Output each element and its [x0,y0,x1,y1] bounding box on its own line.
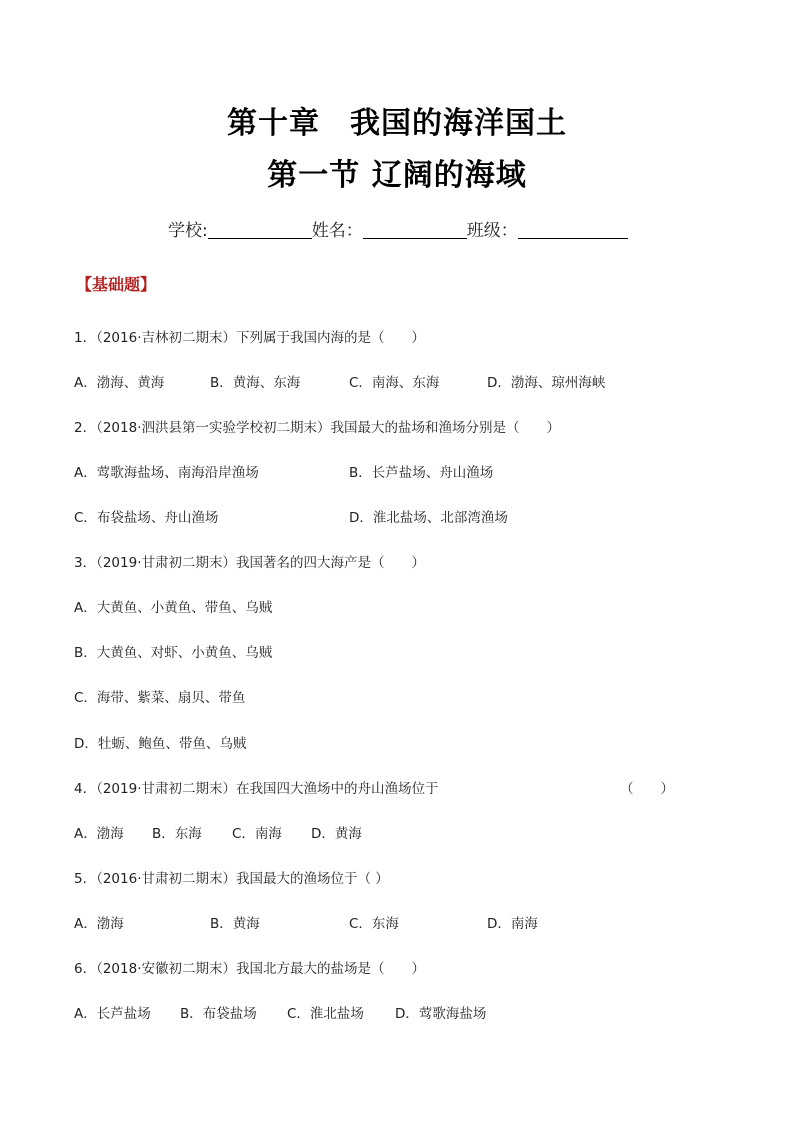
question-4-option-d: D．黄海 [311,826,362,842]
name-label: 姓名： [311,221,363,241]
question-6-stem: 6．（2018·安徽初二期末）我国北方最大的盐场是（ ） [74,961,425,977]
question-5-option-a: A．渤海 [74,916,124,932]
class-blank[interactable] [518,220,628,239]
question-1-option-c: C．南海、东海 [349,375,440,391]
question-4-option-a: A．渤海 [74,826,124,842]
section-heading-basic: 【基础题】 [76,275,157,294]
question-1-option-b: B．黄海、东海 [210,375,301,391]
question-2-option-a: A．莺歌海盐场、南海沿岸渔场 [74,465,259,481]
question-5-option-c: C．东海 [349,916,399,932]
question-1-stem: 1．（2016·吉林初二期末）下列属于我国内海的是（ ） [74,330,425,346]
question-6-option-c: C．淮北盐场 [287,1006,364,1022]
question-5-option-b: B．黄海 [210,916,260,932]
class-label: 班级： [466,221,518,241]
school-blank[interactable] [208,220,312,239]
question-3-option-d: D．牡蛎、鲍鱼、带鱼、乌贼 [74,736,247,752]
chapter-name: 我国的海洋国土 [350,106,567,141]
question-4-option-b: B．东海 [152,826,202,842]
name-blank[interactable] [363,220,467,239]
question-6-option-a: A．长芦盐场 [74,1006,151,1022]
question-3-option-c: C．海带、紫菜、扇贝、带鱼 [74,690,246,706]
question-2-option-d: D．淮北盐场、北部湾渔场 [349,510,508,526]
question-5-option-d: D．南海 [487,916,538,932]
question-5-stem: 5．（2016·甘肃初二期末）我国最大的渔场位于（ ） [74,871,389,887]
question-2-option-c: C．布袋盐场、舟山渔场 [74,510,219,526]
question-4-answer-paren: （ ） [620,781,674,797]
question-2-stem: 2．（2018·泗洪县第一实验学校初二期末）我国最大的盐场和渔场分别是（ ） [74,420,560,436]
student-info-row [168,216,628,241]
question-1-option-a: A．渤海、黄海 [74,375,165,391]
question-3-option-a: A．大黄鱼、小黄鱼、带鱼、乌贼 [74,600,273,616]
chapter-number: 第十章 [227,106,320,141]
question-4-option-c: C．南海 [232,826,282,842]
school-label: 学校: [168,221,208,241]
question-6-option-d: D．莺歌海盐场 [395,1006,487,1022]
question-6-option-b: B．布袋盐场 [180,1006,257,1022]
question-3-option-b: B．大黄鱼、对虾、小黄鱼、乌贼 [74,645,273,661]
chapter-title [0,98,794,142]
question-2-option-b: B．长芦盐场、舟山渔场 [349,465,494,481]
section-title: 第一节 辽阔的海域 [267,158,527,193]
question-3-stem: 3．（2019·甘肃初二期末）我国著名的四大海产是（ ） [74,555,425,571]
question-1-option-d: D．渤海、琼州海峡 [487,375,606,391]
question-4-stem: 4．（2019·甘肃初二期末）在我国四大渔场中的舟山渔场位于 [74,781,439,797]
